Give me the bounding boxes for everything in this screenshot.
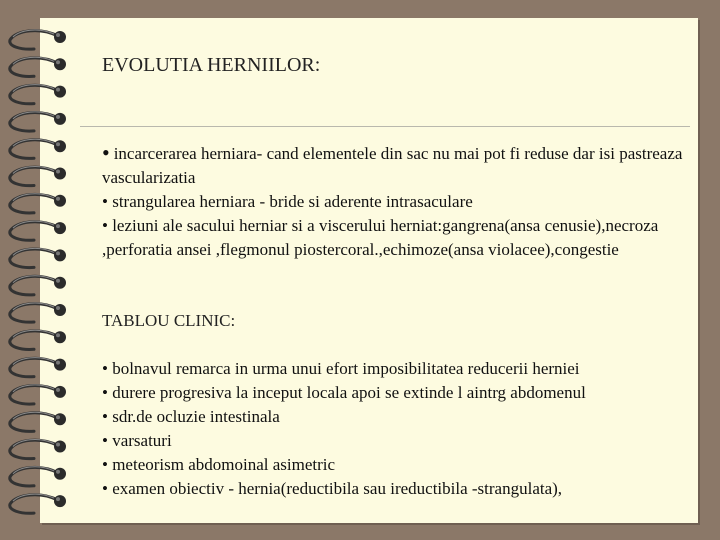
binding-ring-icon: [10, 85, 66, 104]
bullet: •: [102, 383, 108, 402]
list-item: • durere progresiva la inceput locala apoi se extinde l aintrg abdomenul: [102, 383, 586, 402]
binding-ring-icon: [10, 467, 66, 486]
bullet: •: [102, 359, 108, 378]
list-item: • bolnavul remarca in urma unui efort imposibilitatea reducerii herniei: [102, 359, 580, 378]
binding-ring-icon: [10, 385, 66, 404]
binding-ring-icon: [10, 112, 66, 131]
bullet: •: [102, 140, 110, 165]
binding-ring-icon: [10, 248, 66, 267]
bullet: •: [102, 479, 108, 498]
evolution-list: [102, 141, 702, 262]
list-item: • strangularea herniara - bride si aderente intrasaculare: [102, 192, 473, 211]
bullet: •: [102, 455, 108, 474]
binding-ring-icon: [10, 358, 66, 377]
binding-ring-icon: [10, 330, 66, 349]
list-item: • incarcerarea herniara- cand elementele din sac nu mai pot fi reduse dar isi pastreaza vascularizatia: [102, 140, 683, 187]
binding-ring-icon: [10, 57, 66, 76]
title-divider: [80, 126, 690, 127]
list-item: • examen obiectiv - hernia(reductibila sau ireductibila -strangulata),: [102, 479, 563, 498]
bullet: •: [102, 407, 108, 426]
clinical-title: TABLOU CLINIC:: [102, 311, 236, 330]
spiral-binding: [0, 0, 80, 540]
bullet: •: [102, 216, 108, 235]
binding-ring-icon: [10, 412, 66, 431]
binding-ring-icon: [10, 494, 66, 513]
binding-ring-icon: [10, 276, 66, 295]
binding-ring-icon: [10, 221, 66, 240]
clinical-list: [102, 357, 707, 501]
binding-ring-icon: [10, 30, 66, 49]
binding-ring-icon: [10, 440, 66, 459]
binding-ring-icon: [10, 194, 66, 213]
list-item: • varsaturi: [102, 431, 172, 450]
list-item: • leziuni ale sacului herniar si a viscerului herniat:gangrena(ansa cenusie),necroza ,perforatia ansei ,flegmonul piostercoral.,echimoze(ansa violacee),congestie: [102, 216, 659, 259]
binding-ring-icon: [10, 139, 66, 158]
page-title: EVOLUTIA HERNIILOR:: [102, 54, 321, 76]
bullet: •: [102, 431, 108, 450]
bullet: •: [102, 192, 108, 211]
list-item: • sdr.de ocluzie intestinala: [102, 407, 280, 426]
binding-ring-icon: [10, 303, 66, 322]
list-item: • meteorism abdomoinal asimetric: [102, 455, 336, 474]
binding-ring-icon: [10, 167, 66, 186]
